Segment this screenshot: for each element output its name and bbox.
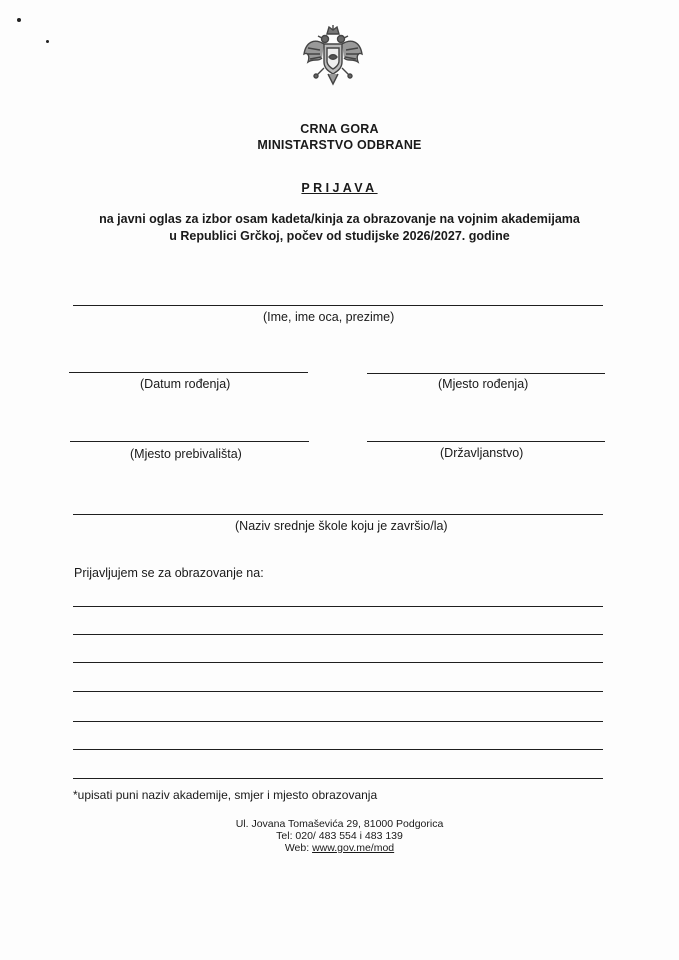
residence-caption: (Mjesto prebivališta) bbox=[130, 447, 242, 461]
citizenship-line[interactable] bbox=[367, 441, 605, 442]
footer-web bbox=[0, 842, 679, 855]
footer-web-link[interactable]: www.gov.me/mod bbox=[312, 842, 395, 854]
scan-speck bbox=[46, 40, 49, 43]
apply-label: Prijavljujem se za obrazovanje na: bbox=[74, 566, 264, 580]
birth-date-line[interactable] bbox=[69, 372, 308, 373]
footnote: *upisati puni naziv akademije, smjer i mjesto obrazovanja bbox=[73, 788, 378, 802]
birth-place-line[interactable] bbox=[367, 373, 605, 374]
form-subtitle-line1: na javni oglas za izbor osam kadeta/kinja za obrazovanje na vojnim akademijama bbox=[99, 212, 580, 226]
academy-entry-line[interactable] bbox=[73, 606, 603, 607]
full-name-line[interactable] bbox=[73, 305, 603, 306]
academy-entry-line[interactable] bbox=[73, 634, 603, 635]
school-caption: (Naziv srednje škole koju je završio/la) bbox=[235, 519, 448, 533]
footer-address: Ul. Jovana Tomaševića 29, 81000 Podgorica bbox=[235, 818, 444, 830]
form-title: PRIJAVA bbox=[301, 181, 378, 195]
academy-entry-line[interactable] bbox=[73, 778, 603, 779]
academy-entry-line[interactable] bbox=[73, 691, 603, 692]
footer-phone: Tel: 020/ 483 554 i 483 139 bbox=[276, 830, 403, 842]
footer-web-label: Web: bbox=[284, 842, 313, 854]
academy-entry-line[interactable] bbox=[73, 662, 603, 663]
citizenship-caption: (Državljanstvo) bbox=[440, 446, 524, 460]
scan-speck bbox=[17, 18, 21, 22]
academy-entry-line[interactable] bbox=[73, 749, 603, 750]
form-subtitle-line2: u Republici Grčkoj, počev od studijske 2026/2027. godine bbox=[169, 229, 510, 243]
birth-date-caption: (Datum rođenja) bbox=[140, 377, 231, 391]
residence-line[interactable] bbox=[70, 441, 309, 442]
ministry-name: MINISTARSTVO ODBRANE bbox=[257, 138, 422, 152]
school-line[interactable] bbox=[73, 514, 603, 515]
country-name: CRNA GORA bbox=[300, 122, 379, 136]
academy-entry-line[interactable] bbox=[73, 721, 603, 722]
full-name-caption: (Ime, ime oca, prezime) bbox=[263, 310, 395, 324]
coat-of-arms-icon bbox=[300, 24, 366, 90]
birth-place-caption: (Mjesto rođenja) bbox=[438, 377, 529, 391]
